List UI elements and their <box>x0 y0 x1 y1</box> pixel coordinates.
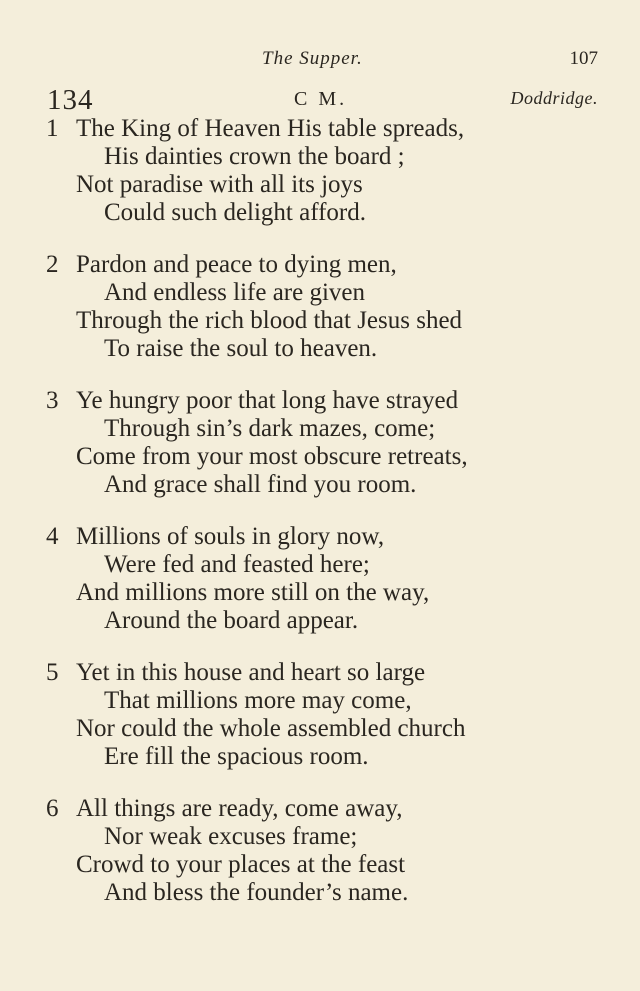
verse-line: Could such delight afford. <box>104 199 366 226</box>
verse-line: Nor weak excuses frame; <box>104 823 358 850</box>
verse-line: Yet in this house and heart so large <box>76 659 426 686</box>
running-title: The Supper. <box>262 48 363 69</box>
verse-line: Ere fill the spacious room. <box>104 743 369 770</box>
verse-line: Nor could the whole assembled church <box>76 715 466 742</box>
verse-line: Through sin’s dark mazes, come; <box>104 415 436 442</box>
running-head <box>0 48 640 72</box>
verse-number: 3 <box>46 387 59 414</box>
verse-line: Through the rich blood that Jesus shed <box>76 307 463 334</box>
verse-number: 6 <box>46 795 59 822</box>
hymn-meter: C M. <box>294 88 348 110</box>
verse-1 <box>0 113 640 249</box>
verse-line: All things are ready, come away, <box>76 795 403 822</box>
verse-line: And endless life are given <box>104 279 366 306</box>
verse-6 <box>0 793 640 929</box>
verse-line: And bless the founder’s name. <box>104 879 409 906</box>
verse-line: His dainties crown the board ; <box>104 143 405 170</box>
verse-line: Were fed and feasted here; <box>104 551 370 578</box>
verse-3 <box>0 385 640 521</box>
verse-line: Ye hungry poor that long have strayed <box>76 387 459 414</box>
verse-4 <box>0 521 640 657</box>
hymn-heading <box>0 84 640 114</box>
verse-2 <box>0 249 640 385</box>
verse-number: 1 <box>46 115 59 142</box>
verse-line: Pardon and peace to dying men, <box>76 251 397 278</box>
page-number: 107 <box>569 48 598 69</box>
verse-line: And millions more still on the way, <box>76 579 430 606</box>
verse-line: Crowd to your places at the feast <box>76 851 406 878</box>
verse-line: That millions more may come, <box>104 687 412 714</box>
verse-number: 4 <box>46 523 59 550</box>
verse-line: Millions of souls in glory now, <box>76 523 385 550</box>
verse-line: Around the board appear. <box>104 607 359 634</box>
hymn-number: 134 <box>47 84 94 116</box>
hymn-verses <box>0 113 640 929</box>
verse-line: To raise the soul to heaven. <box>104 335 378 362</box>
hymn-author: Doddridge. <box>510 88 598 108</box>
verse-line: The King of Heaven His table spreads, <box>76 115 465 142</box>
verse-line: And grace shall find you room. <box>104 471 417 498</box>
verse-number: 5 <box>46 659 59 686</box>
verse-number: 2 <box>46 251 59 278</box>
verse-line: Not paradise with all its joys <box>76 171 363 198</box>
verse-5 <box>0 657 640 793</box>
verse-line: Come from your most obscure retreats, <box>76 443 468 470</box>
